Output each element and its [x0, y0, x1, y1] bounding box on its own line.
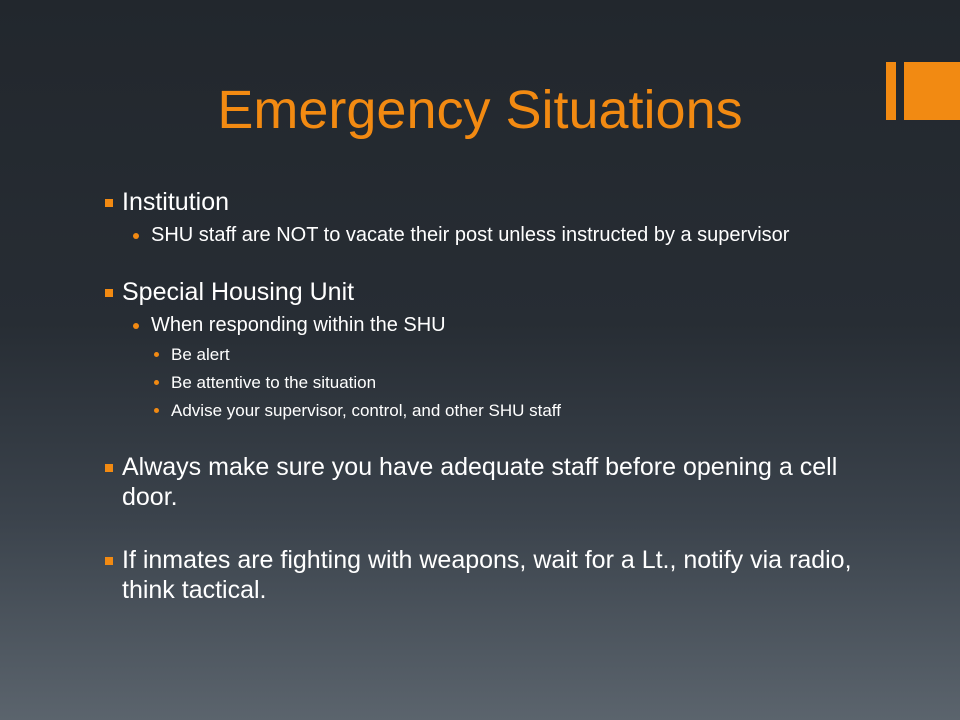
bullet-text: Institution	[122, 188, 230, 216]
bullet-item	[102, 313, 862, 338]
bullet-item	[102, 277, 862, 307]
square-bullet-icon	[105, 557, 113, 565]
square-bullet-icon	[105, 464, 113, 472]
bullet-text: Special Housing Unit	[122, 278, 355, 306]
square-bullet-icon	[105, 289, 113, 297]
bullet-item	[102, 223, 862, 248]
slide-title: Emergency Situations	[217, 80, 743, 140]
dot-bullet-icon	[133, 323, 139, 329]
dot-bullet-icon	[154, 380, 159, 385]
bullet-item	[102, 344, 862, 366]
bullet-text: Always make sure you have adequate staff before opening a cell door.	[122, 453, 838, 511]
bullet-item	[102, 372, 862, 394]
bullet-item	[102, 452, 862, 512]
bullet-item	[102, 545, 862, 605]
bullet-text: SHU staff are NOT to vacate their post unless instructed by a supervisor	[151, 224, 790, 246]
bullet-text: Be attentive to the situation	[171, 373, 377, 392]
dot-bullet-icon	[133, 233, 139, 239]
square-bullet-icon	[105, 199, 113, 207]
bullet-item	[102, 400, 862, 422]
bullet-text: Be alert	[171, 345, 230, 364]
bullet-item	[102, 187, 862, 217]
dot-bullet-icon	[154, 352, 159, 357]
bullet-text: Advise your supervisor, control, and other SHU staff	[171, 401, 561, 420]
dot-bullet-icon	[154, 408, 159, 413]
bullet-text: If inmates are fighting with weapons, wait for a Lt., notify via radio, think tactical.	[122, 546, 852, 604]
bullet-list	[102, 187, 862, 605]
bullet-text: When responding within the SHU	[151, 314, 446, 336]
